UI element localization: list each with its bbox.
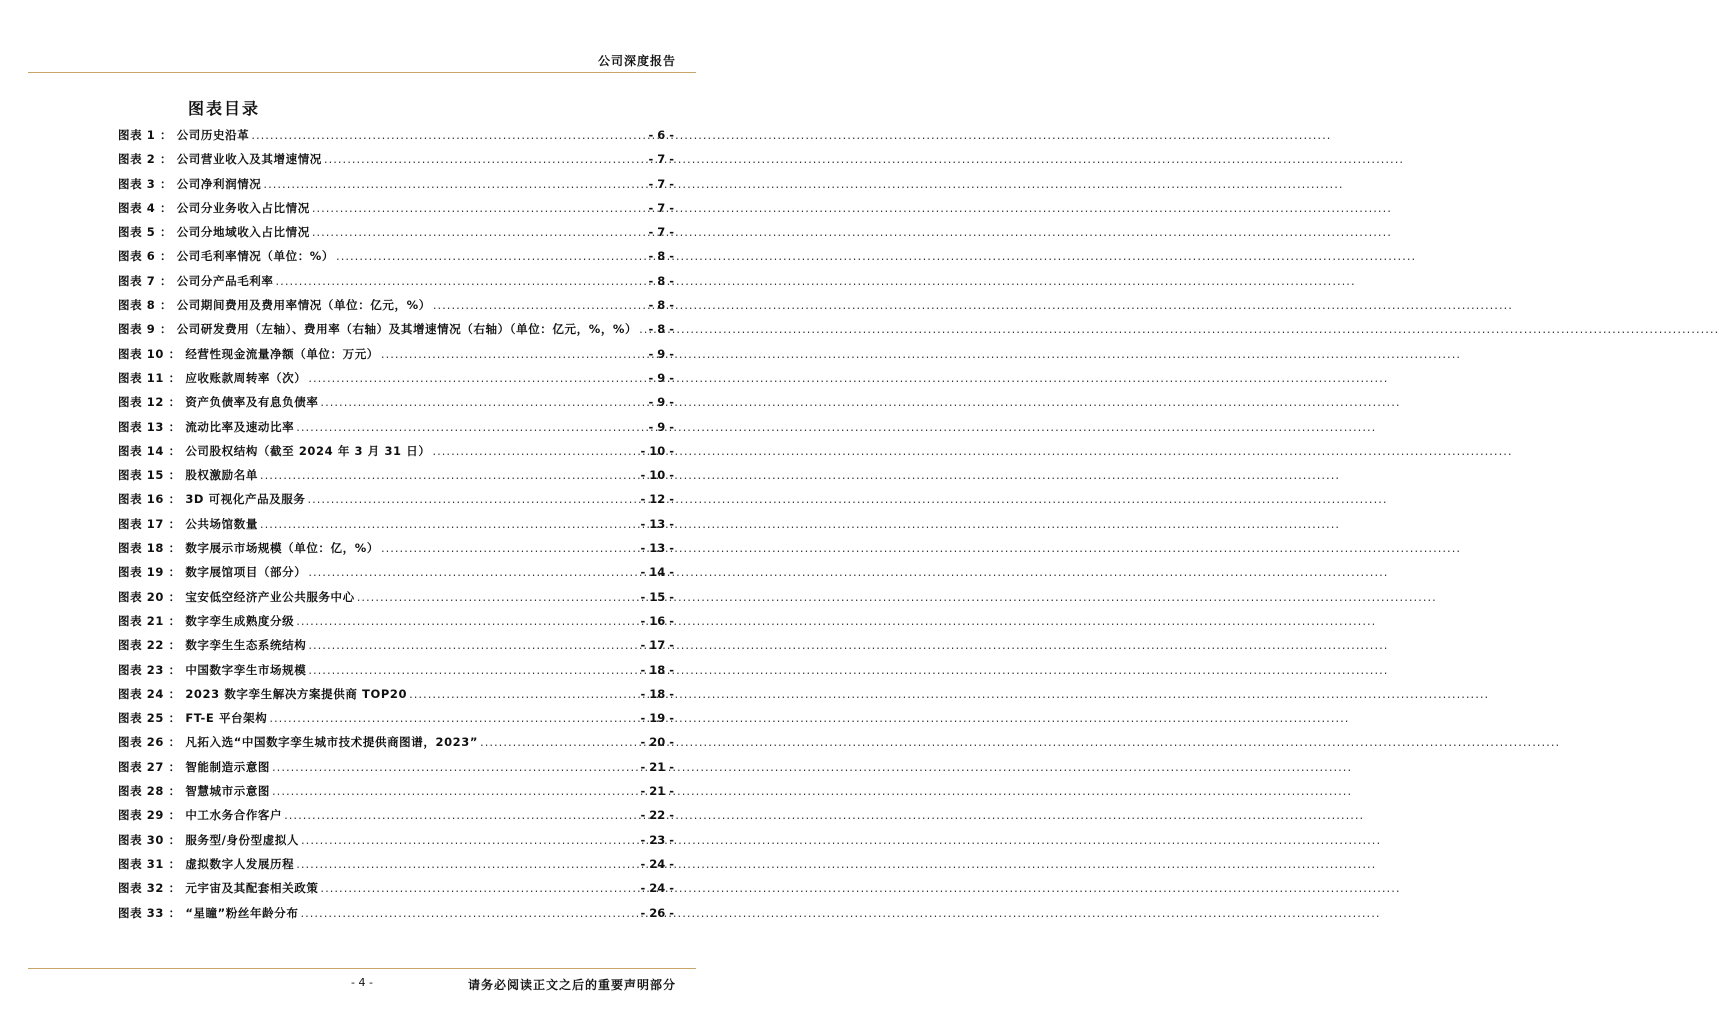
toc-dot-leader [276,274,647,288]
toc-entry-page: - 8 - [648,249,674,264]
toc-entry-page: - 19 - [640,711,674,726]
toc-entry-label: 图表 22 ： 数字孪生生态系统结构 [118,638,307,653]
figure-list [118,127,674,929]
toc-dot-leader [381,347,647,361]
toc-dot-leader [433,298,647,312]
toc-dot-leader [260,468,639,482]
toc-entry-label: 图表 24 ： 2023 数字孪生解决方案提供商 TOP20 [118,686,408,701]
toc-dot-leader [381,541,639,555]
toc-entry-page: - 18 - [640,662,674,677]
toc-entry-page: - 22 - [640,808,674,823]
toc-dot-leader [251,128,646,142]
toc-entry[interactable] [118,589,674,613]
toc-entry[interactable] [118,637,674,661]
toc-entry-page: - 23 - [640,832,674,847]
toc-entry[interactable] [118,370,674,394]
toc-entry[interactable] [118,443,674,467]
toc-entry[interactable] [118,686,674,710]
toc-entry-label: 图表 6 ： 公司毛利率情况（单位：%） [118,249,335,264]
toc-entry-label: 图表 32 ： 元宇宙及其配套相关政策 [118,881,319,896]
toc-entry-label: 图表 31 ： 虚拟数字人发展历程 [118,856,295,871]
toc-entry[interactable] [118,516,674,540]
toc-entry-label: 图表 21 ： 数字孪生成熟度分级 [118,613,295,628]
toc-entry[interactable] [118,273,674,297]
toc-dot-leader [260,517,639,531]
toc-dot-leader [336,249,646,263]
toc-dot-leader [320,395,646,409]
toc-entry[interactable] [118,807,674,831]
toc-entry-page: - 13 - [640,541,674,556]
toc-entry[interactable] [118,224,674,248]
toc-entry-label: 图表 10 ： 经营性现金流量净额（单位：万元） [118,346,379,361]
toc-entry-page: - 24 - [640,881,674,896]
toc-entry-page: - 8 - [648,298,674,313]
toc-entry[interactable] [118,832,674,856]
toc-dot-leader [639,322,646,336]
toc-dot-leader [296,614,638,628]
toc-entry-page: - 26 - [640,905,674,920]
toc-dot-leader [312,201,647,215]
toc-entry-page: - 14 - [640,565,674,580]
toc-entry-page: - 7 - [648,176,674,191]
toc-dot-leader [272,760,638,774]
toc-entry-label: 图表 17 ： 公共场馆数量 [118,516,258,531]
toc-entry-page: - 9 - [648,370,674,385]
toc-entry-label: 图表 23 ： 中国数字孪生市场规模 [118,662,307,677]
toc-entry-label: 图表 9 ： 公司研发费用（左轴）、费用率（右轴）及其增速情况（右轴）（单位：亿元，%，%） [118,322,638,337]
toc-entry-label: 图表 13 ： 流动比率及速动比率 [118,419,295,434]
toc-entry[interactable] [118,613,674,637]
toc-entry[interactable] [118,346,674,370]
toc-entry-label: 图表 26 ： 凡拓入选“中国数字孪生城市技术提供商图谱，2023” [118,735,479,750]
toc-entry-label: 图表 28 ： 智慧城市示意图 [118,784,271,799]
toc-entry-page: - 16 - [640,613,674,628]
toc-entry[interactable] [118,880,674,904]
toc-dot-leader [308,371,646,385]
toc-entry-page: - 15 - [640,589,674,604]
toc-dot-leader [320,881,638,895]
toc-entry[interactable] [118,540,674,564]
toc-entry-label: 图表 16 ： 3D 可视化产品及服务 [118,492,306,507]
toc-entry[interactable] [118,491,674,515]
toc-entry[interactable] [118,394,674,418]
toc-entry[interactable] [118,176,674,200]
toc-entry-page: - 9 - [648,346,674,361]
toc-entry-page: - 7 - [648,200,674,215]
toc-dot-leader [409,687,638,701]
toc-entry-page: - 13 - [640,516,674,531]
toc-entry-label: 图表 3 ： 公司净利润情况 [118,176,262,191]
toc-entry-label: 图表 1 ： 公司历史沿革 [118,128,250,142]
toc-dot-leader [432,444,638,458]
toc-entry[interactable] [118,297,674,321]
toc-entry-page: - 24 - [640,856,674,871]
toc-entry[interactable] [118,467,674,491]
toc-dot-leader [312,225,647,239]
toc-entry-page: - 9 - [648,419,674,434]
toc-entry[interactable] [118,248,674,272]
toc-dot-leader [324,152,647,166]
toc-dot-leader [296,420,646,434]
toc-entry-label: 图表 25 ： FT-E 平台架构 [118,711,268,726]
toc-entry-page: - 18 - [640,686,674,701]
toc-dot-leader [301,833,638,847]
toc-entry-label: 图表 15 ： 股权激励名单 [118,468,258,483]
toc-entry[interactable] [118,759,674,783]
toc-entry-page: - 20 - [640,735,674,750]
toc-entry-page: - 17 - [640,638,674,653]
toc-dot-leader [480,735,638,749]
toc-dot-leader [308,638,638,652]
toc-entry[interactable] [118,856,674,880]
report-type-label: 公司深度报告 [597,54,676,68]
toc-title: 图表目录 [188,99,261,118]
toc-entry-page: - 21 - [640,759,674,774]
toc-dot-leader [308,663,638,677]
toc-entry[interactable] [118,662,674,686]
toc-entry[interactable] [118,710,674,734]
toc-entry-page: - 10 - [640,443,674,458]
toc-entry-page: - 10 - [640,468,674,483]
toc-entry[interactable] [118,734,674,758]
toc-entry[interactable] [118,564,674,588]
toc-entry-page: - 7 - [648,152,674,167]
toc-entry-label: 图表 33 ： “星瞳”粉丝年龄分布 [118,905,299,920]
toc-entry-label: 图表 4 ： 公司分业务收入占比情况 [118,200,310,215]
toc-entry-label: 图表 5 ： 公司分地域收入占比情况 [118,225,310,240]
toc-entry-label: 图表 29 ： 中工水务合作客户 [118,808,283,823]
toc-entry-label: 图表 7 ： 公司分产品毛利率 [118,273,274,288]
toc-entry-label: 图表 11 ： 应收账款周转率（次） [118,370,307,385]
toc-dot-leader [272,784,638,798]
toc-entry-page: - 9 - [648,395,674,410]
toc-entry[interactable] [118,151,674,175]
disclaimer-text: 请务必阅读正文之后的重要声明部分 [467,978,676,992]
toc-dot-leader [263,177,646,191]
toc-entry[interactable] [118,905,674,929]
toc-entry[interactable] [118,419,674,443]
toc-dot-leader [300,906,638,920]
toc-dot-leader [269,711,638,725]
toc-entry-label: 图表 14 ： 公司股权结构（截至 2024 年 3 月 31 日） [118,443,431,458]
toc-entry[interactable] [118,200,674,224]
toc-entry-label: 图表 30 ： 服务型/身份型虚拟人 [118,832,300,847]
toc-entry[interactable] [118,321,674,345]
toc-dot-leader [284,808,638,822]
footer-divider [28,968,696,969]
toc-entry-page: - 7 - [648,225,674,240]
header-divider [28,72,696,73]
toc-entry-page: - 8 - [648,322,674,337]
toc-entry-label: 图表 19 ： 数字展馆项目（部分） [118,565,307,580]
toc-entry[interactable] [118,127,674,151]
toc-entry-page: - 21 - [640,784,674,799]
toc-dot-leader [296,857,638,871]
toc-entry-page: - 12 - [640,492,674,507]
toc-entry-label: 图表 2 ： 公司营业收入及其增速情况 [118,152,322,167]
toc-entry-label: 图表 27 ： 智能制造示意图 [118,759,271,774]
toc-entry-label: 图表 18 ： 数字展示市场规模（单位：亿，%） [118,541,379,556]
toc-dot-leader [357,590,639,604]
toc-entry-page: - 6 - [648,128,674,142]
toc-entry[interactable] [118,783,674,807]
toc-entry-label: 图表 20 ： 宝安低空经济产业公共服务中心 [118,589,355,604]
toc-entry-label: 图表 12 ： 资产负债率及有息负债率 [118,395,319,410]
toc-dot-leader [308,565,638,579]
toc-entry-label: 图表 8 ： 公司期间费用及费用率情况（单位：亿元，%） [118,298,431,313]
page-number: - 4 - [351,976,373,989]
toc-entry-page: - 8 - [648,273,674,288]
toc-dot-leader [307,492,638,506]
